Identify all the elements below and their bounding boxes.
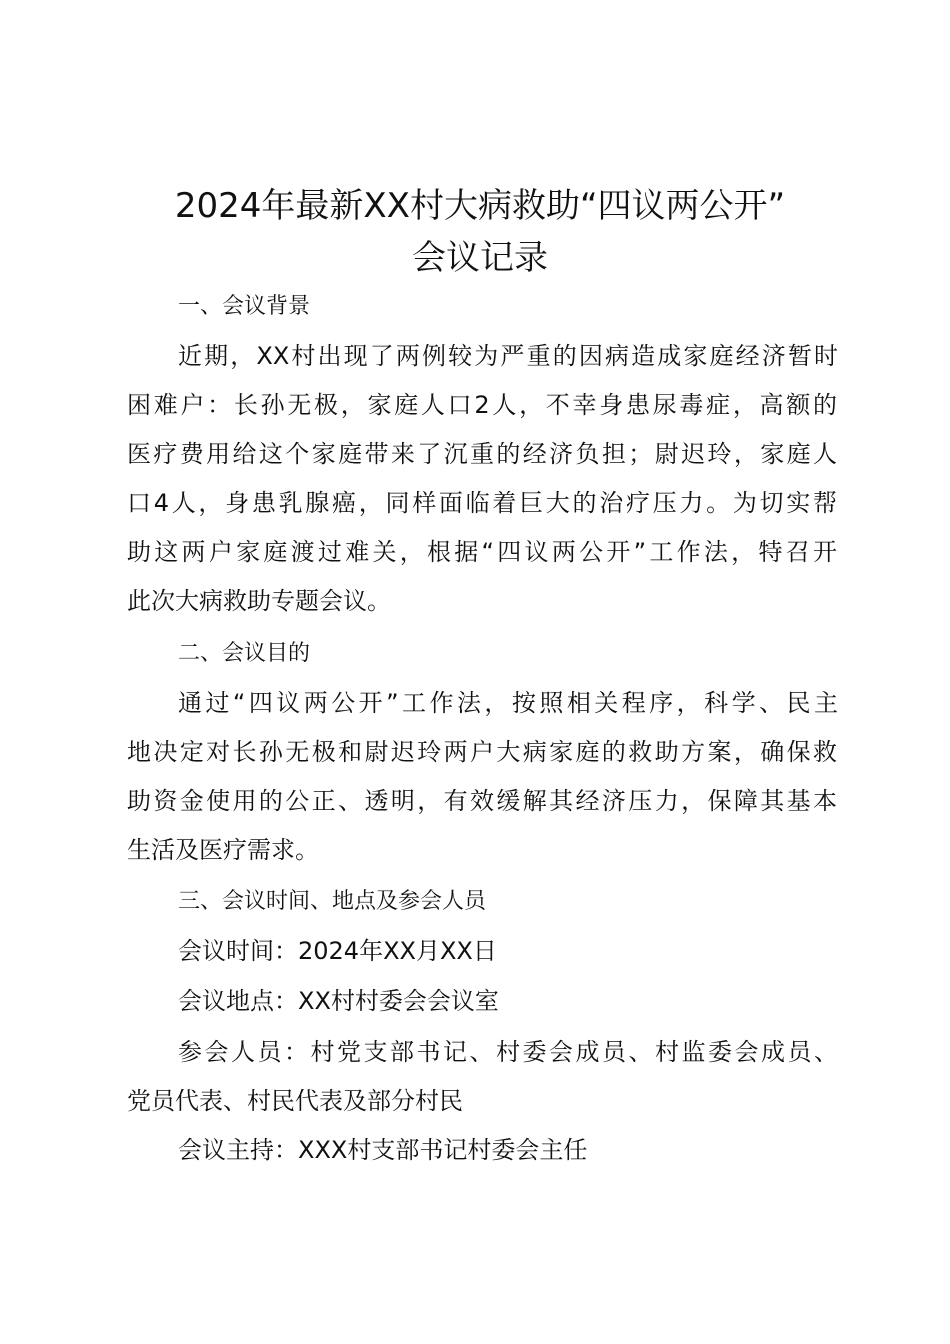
paragraph-line: 医疗费用给这个家庭带来了沉重的经济负担；尉迟玲，家庭人: [127, 440, 837, 468]
paragraph-line: 地决定对长孙无极和尉迟玲两户大病家庭的救助方案，确保救: [127, 738, 837, 766]
meeting-time: 会议时间：2024年XX月XX日: [178, 937, 497, 965]
paragraph-line: 此次大病救助专题会议。: [127, 587, 391, 615]
section-heading-purpose: 二、会议目的: [178, 641, 311, 666]
section-heading-background: 一、会议背景: [178, 294, 311, 319]
paragraph-line: 生活及医疗需求。: [127, 836, 319, 864]
paragraph-line: 通过“四议两公开”工作法，按照相关程序，科学、民主: [178, 689, 838, 717]
meeting-host: 会议主持：XXX村支部书记村委会主任: [178, 1136, 588, 1164]
paragraph-line: 近期，XX村出现了两例较为严重的因病造成家庭经济暂时: [178, 342, 838, 370]
paragraph-line: 困难户：长孙无极，家庭人口2人，不幸身患尿毒症，高额的: [127, 391, 837, 419]
document-title-line-1: 2024年最新XX村大病救助“四议两公开”: [174, 186, 786, 226]
meeting-attendees-line-1: 参会人员：村党支部书记、村委会成员、村监委会成员、: [178, 1038, 838, 1066]
paragraph-line: 助资金使用的公正、透明，有效缓解其经济压力，保障其基本: [127, 787, 837, 815]
meeting-place: 会议地点：XX村村委会会议室: [178, 987, 499, 1015]
meeting-attendees-line-2: 党员代表、村民代表及部分村民: [127, 1087, 463, 1115]
section-heading-time-place-attendees: 三、会议时间、地点及参会人员: [178, 889, 487, 914]
paragraph-line: 口4人，身患乳腺癌，同样面临着巨大的治疗压力。为切实帮: [127, 489, 837, 517]
paragraph-line: 助这两户家庭渡过难关，根据“四议两公开”工作法，特召开: [127, 538, 837, 566]
document-title-line-2: 会议记录: [412, 238, 548, 278]
